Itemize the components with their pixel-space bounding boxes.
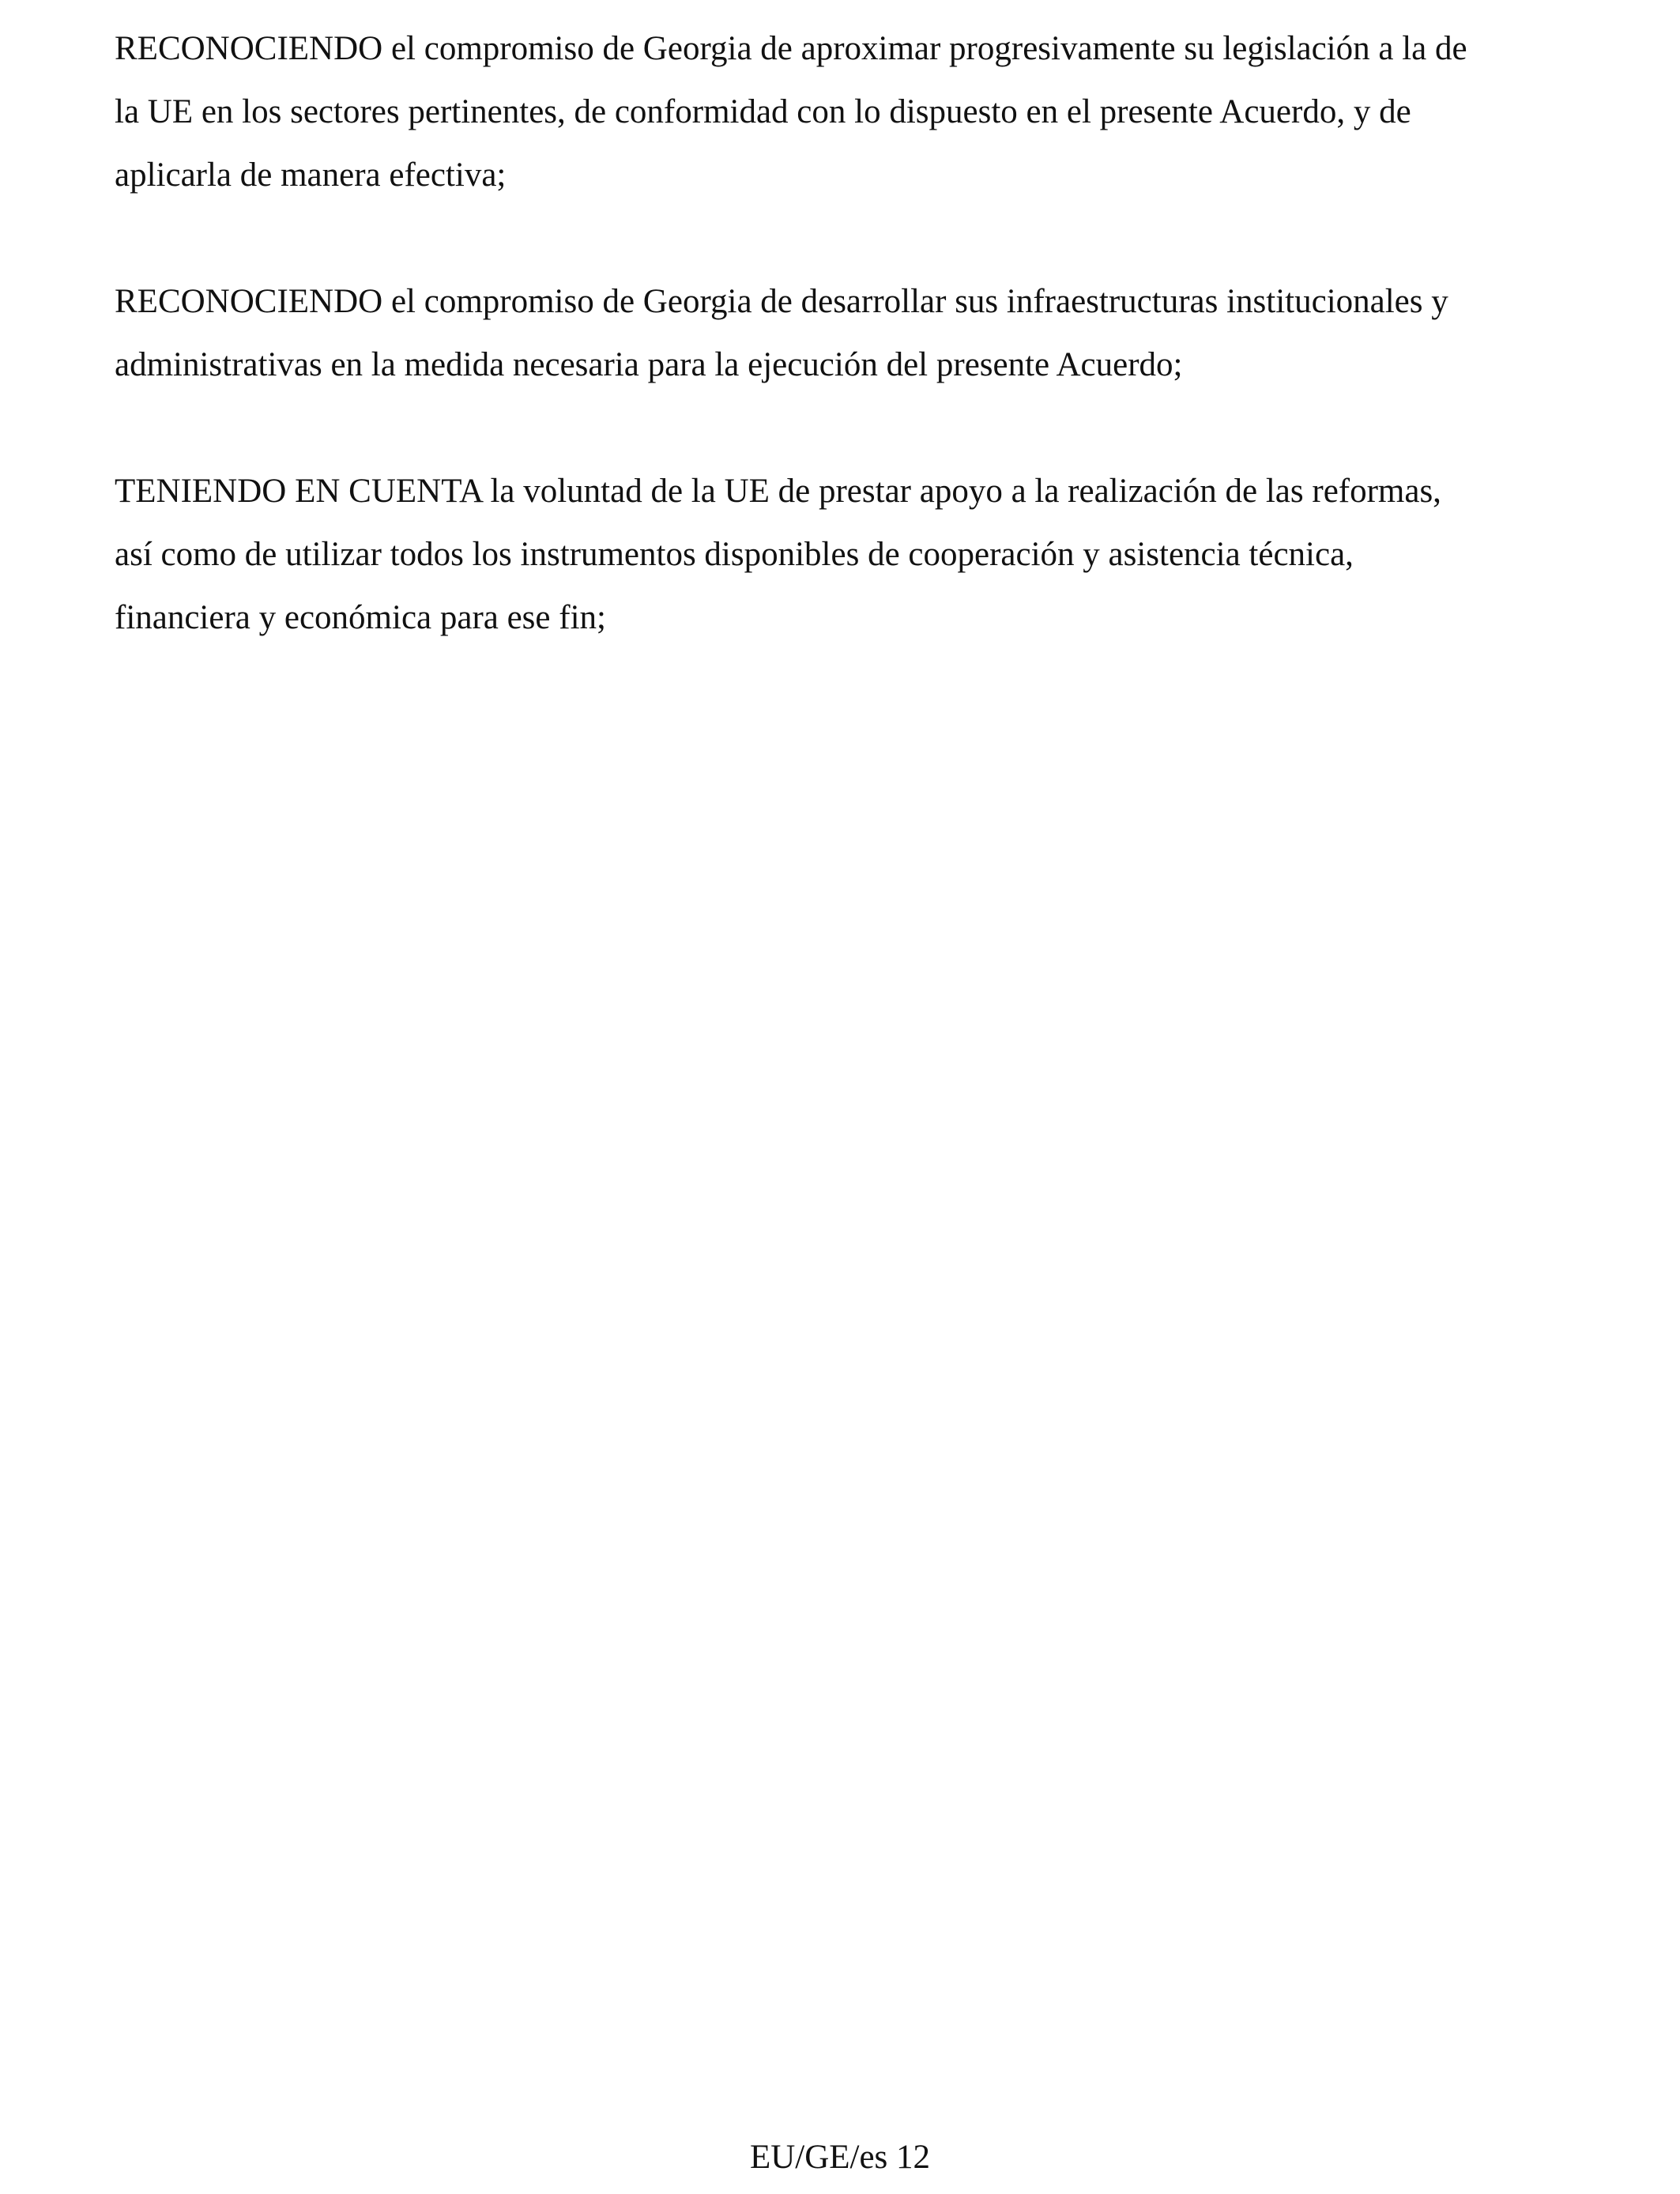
text-line: aplicarla de manera efectiva; (115, 156, 507, 194)
text-line: así como de utilizar todos los instrumentos disponibles de cooperación y asistencia técnica, (115, 536, 1354, 573)
text-line: TENIENDO EN CUENTA la voluntad de la UE de prestar apoyo a la realización de las reformas, (115, 473, 1441, 510)
paragraph-recognizing-legislation (115, 17, 1576, 207)
paragraph-taking-into-account (115, 460, 1576, 650)
document-body (115, 17, 1576, 713)
text-line: RECONOCIENDO el compromiso de Georgia de aproximar progresivamente su legislación a la de (115, 30, 1467, 67)
text-line: administrativas en la medida necesaria para la ejecución del presente Acuerdo; (115, 346, 1183, 383)
paragraph-recognizing-infrastructure (115, 270, 1576, 397)
text-line: RECONOCIENDO el compromiso de Georgia de desarrollar sus infraestructuras institucionales y (115, 283, 1448, 320)
text-line: la UE en los sectores pertinentes, de conformidad con lo dispuesto en el presente Acuerdo, y de (115, 93, 1411, 130)
text-line: financiera y económica para ese fin; (115, 599, 606, 636)
page-footer-reference: EU/GE/es 12 (749, 2139, 931, 2176)
